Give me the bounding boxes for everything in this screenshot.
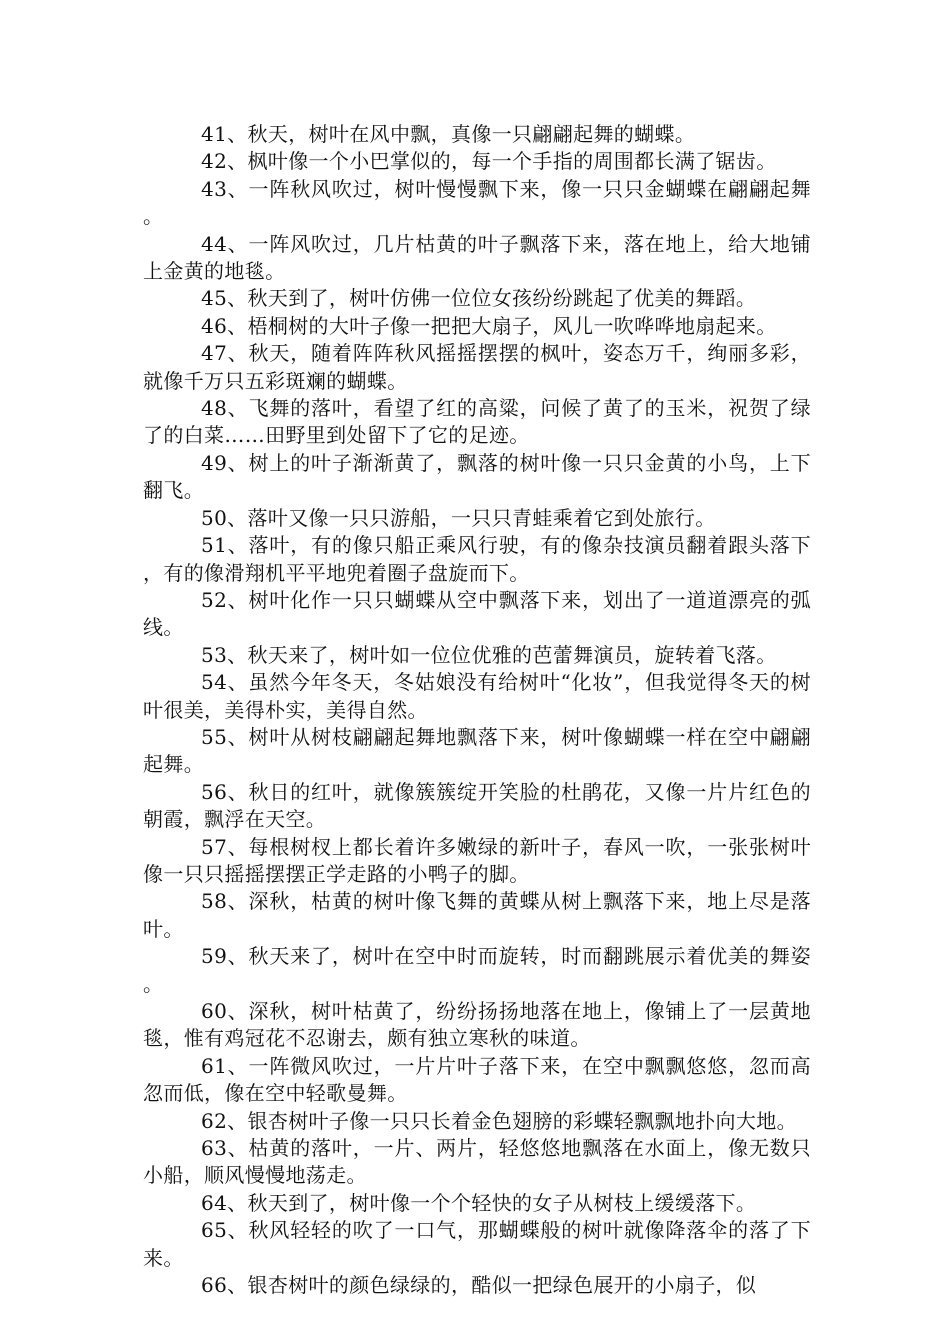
paragraph-61: 61、一阵微风吹过，一片片叶子落下来，在空中飘飘悠悠，忽而高忽而低，像在空中轻歌曼舞。	[143, 1053, 811, 1106]
paragraph-66: 66、银杏树叶的颜色绿绿的，酷似一把绿色展开的小扇子，似	[201, 1273, 757, 1298]
paragraph-51: 51、落叶，有的像只船正乘风行驶，有的像杂技演员翻着跟头落下，有的像滑翔机平平地兜着圈子盘旋而下。	[143, 533, 811, 585]
paragraph-58: 58、深秋，枯黄的树叶像飞舞的黄蝶从树上飘落下来，地上尽是落叶。	[143, 889, 811, 941]
paragraph-60: 60、深秋，树叶枯黄了，纷纷扬扬地落在地上，像铺上了一层黄地毯，惟有鸡冠花不忍谢去，颇有独立寒秋的味道。	[143, 999, 811, 1051]
paragraph-47: 47、秋天，随着阵阵秋风摇摇摆摆的枫叶，姿态万千，绚丽多彩，就像千万只五彩斑斓的蝴蝶。	[143, 341, 811, 393]
paragraph-56: 56、秋日的红叶，就像簇簇绽开笑脸的杜鹃花，又像一片片红色的朝霞，飘浮在天空。	[143, 779, 811, 832]
paragraph-52: 52、树叶化作一只只蝴蝶从空中飘落下来，划出了一道道漂亮的弧线。	[143, 587, 811, 640]
paragraph-59: 59、秋天来了，树叶在空中时而旋转，时而翻跳展示着优美的舞姿。	[143, 944, 811, 996]
paragraph-44: 44、一阵风吹过，几片枯黄的叶子飘落下来，落在地上，给大地铺上金黄的地毯。	[143, 231, 811, 284]
paragraph-64: 64、秋天到了，树叶像一个个轻快的女子从树枝上缓缓落下。	[201, 1190, 757, 1215]
paragraph-55: 55、树叶从树枝翩翩起舞地飘落下来，树叶像蝴蝶一样在空中翩翩起舞。	[143, 724, 811, 777]
paragraph-42: 42、枫叶像一个小巴掌似的，每一个手指的周围都长满了锯齿。	[201, 149, 777, 174]
paragraph-50: 50、落叶又像一只只游船，一只只青蛙乘着它到处旅行。	[201, 505, 716, 530]
paragraph-53: 53、秋天来了，树叶如一位位优雅的芭蕾舞演员，旋转着飞落。	[201, 642, 777, 667]
paragraph-62: 62、银杏树叶子像一只只长着金色翅膀的彩蝶轻飘飘地扑向大地。	[201, 1108, 797, 1133]
paragraph-49: 49、树上的叶子渐渐黄了，飘落的树叶像一只只金黄的小鸟，上下翻飞。	[143, 450, 811, 503]
paragraph-41: 41、秋天，树叶在风中飘，真像一只翩翩起舞的蝴蝶。	[201, 122, 696, 146]
paragraph-48: 48、飞舞的落叶，看望了红的高粱，问候了黄了的玉米，祝贺了绿了的白菜……田野里到处留下了它的足迹。	[143, 396, 811, 448]
document-page	[143, 121, 811, 1299]
paragraph-43: 43、一阵秋风吹过，树叶慢慢飘下来，像一只只金蝴蝶在翩翩起舞。	[143, 176, 811, 229]
paragraph-57: 57、每根树杈上都长着许多嫩绿的新叶子，春风一吹，一张张树叶像一只只摇摇摆摆正学走路的小鸭子的脚。	[143, 834, 811, 886]
paragraph-63: 63、枯黄的落叶，一片、两片，轻悠悠地飘落在水面上，像无数只小船，顺风慢慢地荡走。	[143, 1136, 811, 1188]
paragraph-46: 46、梧桐树的大叶子像一把把大扇子，风儿一吹哗哗地扇起来。	[201, 313, 777, 338]
paragraph-54: 54、虽然今年冬天，冬姑娘没有给树叶“化妆”，但我觉得冬天的树叶很美，美得朴实，美得自然。	[143, 670, 811, 722]
paragraph-45: 45、秋天到了，树叶仿佛一位位女孩纷纷跳起了优美的舞蹈。	[201, 286, 757, 311]
paragraph-65: 65、秋风轻轻的吹了一口气，那蝴蝶般的树叶就像降落伞的落了下来。	[143, 1218, 811, 1270]
